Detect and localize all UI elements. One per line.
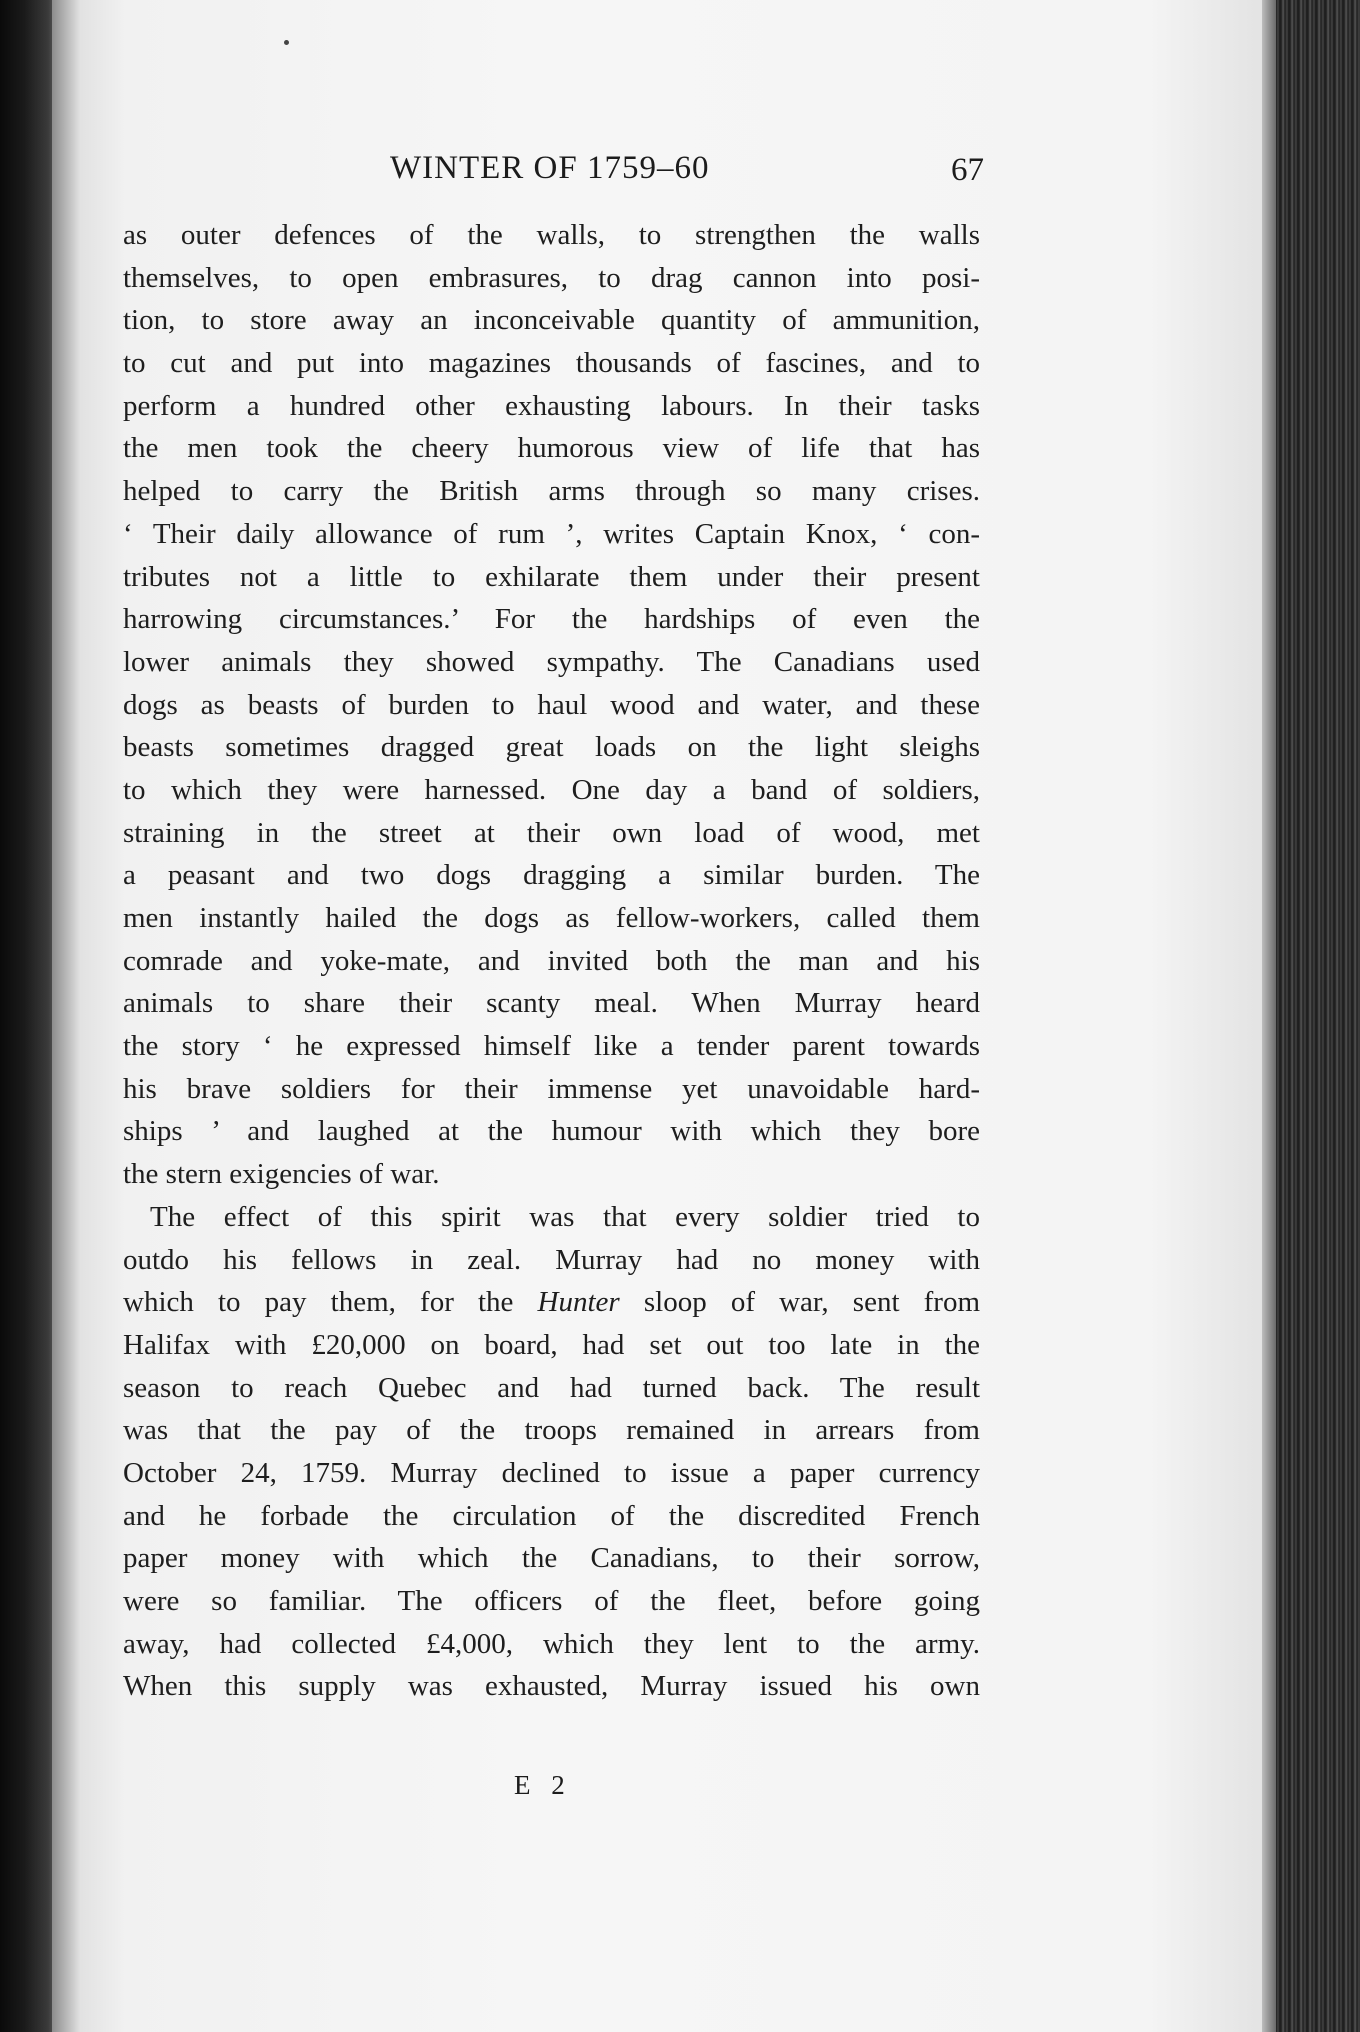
running-title: WINTER OF 1759–60 <box>390 150 710 186</box>
text-line: When this supply was exhausted, Murray issued his own <box>123 1670 980 1703</box>
text-line: the men took the cheery humorous view of life that has <box>123 432 980 465</box>
text-line: comrade and yoke-mate, and invited both the man and his <box>123 944 980 977</box>
text-line: the story ‘ he expressed himself like a tender parent towards <box>123 1030 980 1063</box>
text-line: beasts sometimes dragged great loads on the light sleighs <box>123 731 980 764</box>
text-line: was that the pay of the troops remained in arrears from <box>123 1414 980 1447</box>
text-line: tion, to store away an inconceivable quantity of ammunition, <box>123 304 980 337</box>
text-line: away, had collected £4,000, which they lent to the army. <box>123 1627 980 1660</box>
text-line: to which they were harnessed. One day a band of soldiers, <box>123 773 980 806</box>
text-line: straining in the street at their own load of wood, met <box>123 816 980 849</box>
text-line: a peasant and two dogs dragging a similar burden. The <box>123 859 980 892</box>
text-line: lower animals they showed sympathy. The Canadians used <box>123 645 980 678</box>
text-line: themselves, to open embrasures, to drag cannon into posi- <box>123 261 980 294</box>
text-line: ships ’ and laughed at the humour with which they bore <box>123 1115 980 1148</box>
paper-speck <box>284 40 289 45</box>
paragraph-2-first-line: The effect of this spirit was that every soldier tried to <box>150 1200 980 1233</box>
page-number: 67 <box>951 152 984 188</box>
text-line: helped to carry the British arms through so many crises. <box>123 475 980 508</box>
text-segment: sloop of war, sent from <box>619 1286 980 1319</box>
text-line: season to reach Quebec and had turned back. The result <box>123 1371 980 1404</box>
text-line: perform a hundred other exhausting labours. In their tasks <box>123 389 980 422</box>
text-line: and he forbade the circulation of the discredited French <box>123 1499 980 1532</box>
gutter-shadow <box>52 0 80 2032</box>
fore-edge-pages <box>1262 0 1360 2032</box>
text-line: as outer defences of the walls, to strengthen the walls <box>123 219 980 251</box>
text-line: ‘ Their daily allowance of rum ’, writes Captain Knox, ‘ con- <box>123 517 980 550</box>
previous-page-edge <box>0 0 60 2032</box>
ship-name-italic: Hunter <box>537 1286 620 1319</box>
text-line: dogs as beasts of burden to haul wood and water, and these <box>123 688 980 721</box>
text-line-paragraph-end: the stern exigencies of war. <box>123 1158 440 1191</box>
text-line: Halifax with £20,000 on board, had set out too late in the <box>123 1328 980 1361</box>
text-line-with-italic <box>123 1281 980 1324</box>
text-line: tributes not a little to exhilarate them under their present <box>123 560 980 593</box>
text-line: to cut and put into magazines thousands of fascines, and to <box>123 347 980 380</box>
text-line: October 24, 1759. Murray declined to issue a paper currency <box>123 1456 980 1489</box>
text-line: his brave soldiers for their immense yet unavoidable hard- <box>123 1072 980 1105</box>
text-line: harrowing circumstances.’ For the hardships of even the <box>123 603 980 636</box>
signature-mark: E 2 <box>514 1770 572 1800</box>
fore-edge-highlight <box>1262 0 1276 2032</box>
text-segment: which to pay them, for the <box>123 1286 538 1319</box>
running-head <box>120 150 984 200</box>
text-line: animals to share their scanty meal. When Murray heard <box>123 987 980 1020</box>
body-text <box>123 214 980 1708</box>
text-line: were so familiar. The officers of the fleet, before going <box>123 1585 980 1617</box>
text-line: men instantly hailed the dogs as fellow-workers, called them <box>123 902 980 934</box>
text-line: outdo his fellows in zeal. Murray had no money with <box>123 1243 980 1276</box>
text-line: paper money with which the Canadians, to their sorrow, <box>123 1542 980 1575</box>
